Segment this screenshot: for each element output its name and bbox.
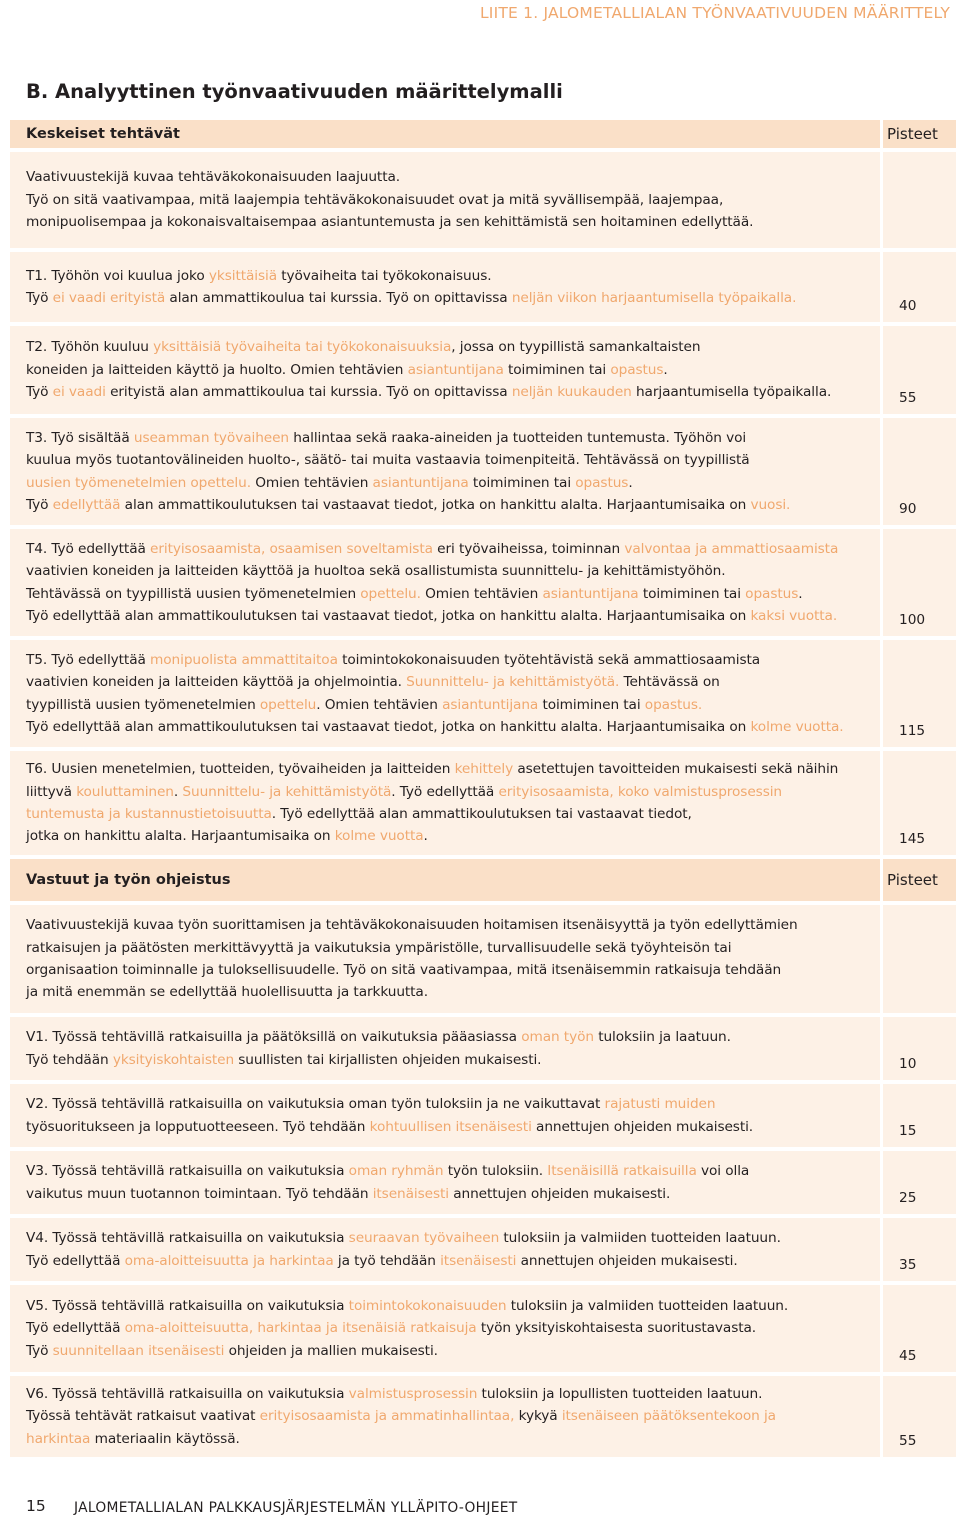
text-line <box>26 287 872 309</box>
text-segment: Työ on sitä vaativampaa, mitä laajempia tehtäväkokonaisuudet ovat ja mitä syvällisempää, laajempaa, <box>26 191 724 208</box>
description-cell <box>10 1084 880 1147</box>
text-segment: annettujen ohjeiden mukaisesti. <box>531 1118 754 1135</box>
description-cell <box>10 1017 880 1080</box>
highlighted-text: opastus <box>575 474 629 491</box>
text-segment: Työ <box>26 1342 53 1359</box>
text-line <box>26 538 872 560</box>
text-segment: voi olla <box>696 1163 750 1180</box>
points-cell <box>883 640 956 747</box>
criteria-row <box>10 1084 956 1147</box>
highlighted-text: asiantuntijana <box>372 474 469 491</box>
highlighted-text: valvontaa ja ammattiosaamista <box>624 540 839 557</box>
highlighted-text: kolme vuotta <box>334 828 424 845</box>
section-heading: Keskeiset tehtävät <box>26 126 180 142</box>
text-segment: Työ tehdään <box>26 1051 113 1068</box>
description-cell <box>10 252 880 322</box>
highlighted-text: opastus <box>745 585 799 602</box>
description-cell <box>10 859 880 901</box>
text-line <box>26 758 872 780</box>
text-segment: ratkaisujen ja päätösten merkittävyyttä ja vaikutuksia ympäristölle, turvallisuudelle sekä työyhteisön tai <box>26 939 732 956</box>
text-segment: erityistä alan ammattikoulua tai kurssia. Työ on opittavissa <box>105 384 512 401</box>
text-line <box>26 803 872 825</box>
highlighted-text: opettelu. <box>360 585 421 602</box>
text-segment: monipuolisempaa ja kokonaisvaltaisempaa asiantuntemusta ja sen kehittämistä sen hoitaminen edellyttää. <box>26 214 754 231</box>
points-value: 115 <box>899 722 926 739</box>
text-segment: vaativien koneiden ja laitteiden käyttöä ja ohjelmointia. <box>26 674 407 691</box>
text-line <box>26 1160 872 1182</box>
text-segment: ja mitä enemmän se edellyttää huolellisuutta ja tarkkuutta. <box>26 984 428 1001</box>
points-cell <box>883 1218 956 1281</box>
criteria-row <box>10 751 956 855</box>
text-segment: . Työ edellyttää <box>391 783 499 800</box>
text-segment: T1. Työhön voi kuulua joko <box>26 267 209 284</box>
text-segment: jotka on hankittu alalta. Harjaantumisaika on <box>26 828 335 845</box>
description-cell <box>10 1285 880 1372</box>
points-value: 55 <box>899 1432 917 1449</box>
text-segment: V3. Työssä tehtävillä ratkaisuilla on vaikutuksia <box>26 1163 349 1180</box>
text-segment: suullisten tai kirjallisten ohjeiden mukaisesti. <box>234 1051 542 1068</box>
points-cell <box>883 1084 956 1147</box>
points-cell <box>883 326 956 414</box>
criteria-row <box>10 1285 956 1372</box>
text-segment: Työ edellyttää alan ammattikoulutuksen tai vastaavat tiedot, jotka on hankittu alalta. Harjaantumisaika on <box>26 607 751 624</box>
criteria-row <box>10 529 956 636</box>
text-segment: työn yksityiskohtaisesta suoritustavasta. <box>476 1320 757 1337</box>
text-segment: ja työ tehdään <box>333 1252 441 1269</box>
text-segment: kuulua myös tuotantovälineiden huolto-, säätö- tai muita vastaavia toimenpiteitä. Tehtävässä on tyypillistä <box>26 452 750 469</box>
text-segment: toimintokokonaisuuden työtehtävistä sekä ammattiosaamista <box>337 651 761 668</box>
highlighted-text: itsenäiseen päätöksentekoon ja <box>561 1408 776 1425</box>
text-line <box>26 914 872 936</box>
running-head: LIITE 1. JALOMETALLIALAN TYÖNVAATIVUUDEN MÄÄRITTELY <box>479 4 950 22</box>
criteria-row <box>10 640 956 747</box>
text-segment: työn tuloksiin. <box>443 1163 548 1180</box>
highlighted-text: erityisosaamista, osaamisen soveltamista <box>150 540 433 557</box>
description-cell <box>10 1376 880 1457</box>
text-line <box>26 381 872 403</box>
points-value: 15 <box>899 1122 917 1139</box>
points-cell <box>883 1376 956 1457</box>
highlighted-text: neljän kuukauden <box>511 384 632 401</box>
points-cell <box>883 252 956 322</box>
text-segment: , jossa on tyypillistä samankaltaisten <box>451 339 701 356</box>
points-cell <box>883 751 956 855</box>
text-segment: asetettujen tavoitteiden mukaisesti sekä näihin <box>513 761 839 778</box>
points-cell <box>883 529 956 636</box>
highlighted-text: seuraavan työvaiheen <box>348 1230 500 1247</box>
highlighted-text: Suunnittelu- ja kehittämistyötä <box>182 783 392 800</box>
criteria-row <box>10 1017 956 1080</box>
text-segment: Työ edellyttää <box>26 1320 125 1337</box>
text-segment: eri työvaiheissa, toiminnan <box>432 540 625 557</box>
description-cell <box>10 1218 880 1281</box>
points-value: 10 <box>899 1055 917 1072</box>
text-line <box>26 494 872 516</box>
highlighted-text: oma-aloitteisuutta ja harkintaa <box>124 1252 334 1269</box>
points-cell <box>883 120 956 148</box>
text-segment: Työ <box>26 384 53 401</box>
text-segment: koneiden ja laitteiden käyttö ja huolto. Omien tehtävien <box>26 361 408 378</box>
highlighted-text: vuosi. <box>750 496 791 513</box>
text-line <box>26 1093 872 1115</box>
footer-page-number: 15 <box>26 1497 46 1515</box>
text-line <box>26 825 872 847</box>
highlighted-text: uusien työmenetelmien opettelu. <box>26 474 251 491</box>
text-line <box>26 472 872 494</box>
text-segment: Työ <box>26 290 53 306</box>
text-line <box>26 1428 872 1450</box>
criteria-row <box>10 905 956 1013</box>
points-cell <box>883 152 956 248</box>
points-cell <box>883 859 956 901</box>
section-heading: Vastuut ja työn ohjeistus <box>26 872 231 888</box>
text-segment: tuloksiin ja lopullisten tuotteiden laatuun. <box>477 1385 763 1402</box>
highlighted-text: toimintokokonaisuuden <box>348 1297 507 1314</box>
section-header-row <box>10 859 956 901</box>
text-segment: T3. Työ sisältää <box>26 429 134 446</box>
highlighted-text: opastus <box>610 361 664 378</box>
text-segment: työsuoritukseen ja lopputuotteeseen. Työ tehdään <box>26 1118 370 1135</box>
text-segment: . Omien tehtävien <box>316 696 443 713</box>
points-value: 55 <box>899 389 917 406</box>
highlighted-text: kehittely <box>454 761 514 778</box>
points-heading: Pisteet <box>887 871 938 889</box>
text-segment: T4. Työ edellyttää <box>26 540 151 557</box>
highlighted-text: opastus. <box>644 696 703 713</box>
points-value: 145 <box>899 830 926 847</box>
text-segment: tuloksiin ja valmiiden tuotteiden laatuun. <box>506 1297 789 1314</box>
text-line <box>26 166 872 188</box>
points-heading: Pisteet <box>887 125 938 143</box>
criteria-row <box>10 152 956 248</box>
highlighted-text: harkintaa <box>26 1430 91 1447</box>
description-cell <box>10 905 880 1013</box>
text-segment: alan ammattikoulua tai kurssia. Työ on opittavissa <box>165 290 512 306</box>
description-cell <box>10 120 880 148</box>
highlighted-text: Itsenäisillä ratkaisuilla <box>547 1163 697 1180</box>
highlighted-text: oma-aloitteisuutta, harkintaa ja itsenäisiä ratkaisuja <box>124 1320 477 1337</box>
highlighted-text: yksittäisiä <box>208 267 277 284</box>
highlighted-text: suunnitellaan itsenäisesti <box>52 1342 225 1359</box>
text-segment: Vaativuustekijä kuvaa työn suorittamisen ja tehtäväkokonaisuuden hoitamisen itsenäisyyttä ja työn edellyttämien <box>26 917 798 934</box>
points-cell <box>883 418 956 525</box>
text-segment: V2. Työssä tehtävillä ratkaisuilla on vaikutuksia oman työn tuloksiin ja ne vaikuttavat <box>26 1096 605 1113</box>
text-segment: . <box>798 585 803 602</box>
text-segment: materiaalin käytössä. <box>90 1430 240 1447</box>
text-segment: annettujen ohjeiden mukaisesti. <box>448 1185 671 1202</box>
points-value: 45 <box>899 1347 917 1364</box>
text-line <box>26 981 872 1003</box>
text-segment: . <box>628 474 633 491</box>
points-value: 25 <box>899 1189 917 1206</box>
text-segment: Työssä tehtävät ratkaisut vaativat <box>26 1408 260 1425</box>
text-segment: V6. Työssä tehtävillä ratkaisuilla on vaikutuksia <box>26 1385 349 1402</box>
text-segment: organisaation toiminnalle ja tuloksellisuudelle. Työ on sitä vaativampaa, mitä itsenäisemmin ratkaisuja tehdään <box>26 962 782 978</box>
highlighted-text: kaksi vuotta. <box>750 607 838 624</box>
section-header-row <box>10 120 956 148</box>
text-line <box>26 1317 872 1339</box>
text-segment: tuloksiin ja valmiiden tuotteiden laatuun. <box>499 1230 781 1247</box>
description-cell <box>10 418 880 525</box>
text-segment: liittyvä <box>26 783 77 800</box>
text-line <box>26 336 872 358</box>
highlighted-text: kouluttaminen <box>76 783 174 800</box>
description-cell <box>10 751 880 855</box>
text-segment: Omien tehtävien <box>250 474 373 491</box>
highlighted-text: asiantuntijana <box>442 696 539 713</box>
text-segment: V5. Työssä tehtävillä ratkaisuilla on vaikutuksia <box>26 1297 349 1314</box>
text-segment: toimiminen tai <box>503 361 611 378</box>
highlighted-text: kolme vuotta. <box>750 718 844 735</box>
text-segment: hallintaa sekä raaka-aineiden ja tuotteiden tuntemusta. Työhön voi <box>289 429 747 446</box>
points-value: 35 <box>899 1256 917 1273</box>
highlighted-text: Suunnittelu- ja kehittämistyötä. <box>406 674 620 691</box>
text-segment: V4. Työssä tehtävillä ratkaisuilla on vaikutuksia <box>26 1230 349 1247</box>
text-line <box>26 583 872 605</box>
highlighted-text: tuntemusta ja kustannustietoisuutta <box>26 806 272 822</box>
text-line <box>26 560 872 582</box>
text-segment: T5. Työ edellyttää <box>26 651 151 668</box>
criteria-row <box>10 418 956 525</box>
text-line <box>26 359 872 381</box>
text-segment: vaikutus muun tuotannon toimintaan. Työ tehdään <box>26 1185 373 1202</box>
points-cell <box>883 1151 956 1214</box>
text-line <box>26 1250 872 1272</box>
highlighted-text: kohtuullisen itsenäisesti <box>369 1118 532 1135</box>
highlighted-text: erityisosaamista, koko valmistusprosessin <box>498 783 782 800</box>
highlighted-text: itsenäisesti <box>372 1185 449 1202</box>
criteria-row <box>10 1218 956 1281</box>
text-segment: . <box>423 828 428 845</box>
highlighted-text: asiantuntijana <box>407 361 504 378</box>
criteria-table <box>10 120 956 1457</box>
highlighted-text: valmistusprosessin <box>348 1385 478 1402</box>
text-segment: Tehtävässä on <box>619 674 720 691</box>
criteria-row <box>10 252 956 322</box>
text-line <box>26 1340 872 1362</box>
description-cell <box>10 152 880 248</box>
text-segment: tuloksiin ja laatuun. <box>593 1029 731 1046</box>
text-segment: työvaiheita tai työkokonaisuus. <box>277 267 492 284</box>
points-value: 90 <box>899 500 917 517</box>
description-cell <box>10 529 880 636</box>
text-line <box>26 781 872 803</box>
highlighted-text: asiantuntijana <box>542 585 639 602</box>
page-title: B. Analyyttinen työnvaativuuden määrittelymalli <box>26 80 563 103</box>
text-segment: annettujen ohjeiden mukaisesti. <box>516 1252 738 1269</box>
text-segment: Työ <box>26 496 53 513</box>
criteria-row <box>10 1151 956 1214</box>
text-line <box>26 716 872 738</box>
highlighted-text: edellyttää <box>52 496 121 513</box>
text-segment: Omien tehtävien <box>420 585 543 602</box>
points-value: 40 <box>899 297 917 314</box>
highlighted-text: neljän viikon harjaantumisella työpaikalla. <box>511 290 797 306</box>
text-segment: Työ edellyttää alan ammattikoulutuksen tai vastaavat tiedot, jotka on hankittu alalta. Harjaantumisaika on <box>26 718 751 735</box>
description-cell <box>10 1151 880 1214</box>
text-segment: . <box>663 361 668 378</box>
footer-title: JALOMETALLIALAN PALKKAUSJÄRJESTELMÄN YLLÄPITO-OHJEET <box>74 1500 518 1516</box>
text-line <box>26 1026 872 1048</box>
text-line <box>26 605 872 627</box>
highlighted-text: ei vaadi erityistä <box>52 290 166 306</box>
highlighted-text: oman ryhmän <box>348 1163 444 1180</box>
text-segment: vaativien koneiden ja laitteiden käyttöä ja huoltoa sekä osallistumista suunnittelu- ja kehittämistyöhön. <box>26 563 726 580</box>
criteria-row <box>10 326 956 414</box>
text-line <box>26 265 872 287</box>
highlighted-text: useamman työvaiheen <box>133 429 289 446</box>
highlighted-text: yksityiskohtaisten <box>112 1051 235 1068</box>
text-segment: Tehtävässä on tyypillistä uusien työmenetelmien <box>26 585 361 602</box>
text-segment: harjaantumisella työpaikalla. <box>631 384 832 401</box>
criteria-row <box>10 1376 956 1457</box>
highlighted-text: rajatusti muiden <box>604 1096 716 1113</box>
text-segment: Työ edellyttää <box>26 1252 125 1269</box>
highlighted-text: monipuolista ammattitaitoa <box>150 651 338 668</box>
text-line <box>26 937 872 959</box>
highlighted-text: yksittäisiä työvaiheita tai työkokonaisuuksia <box>153 339 452 356</box>
text-segment: kykyä <box>514 1408 562 1425</box>
text-segment: ohjeiden ja mallien mukaisesti. <box>224 1342 438 1359</box>
text-line <box>26 427 872 449</box>
text-line <box>26 959 872 981</box>
text-segment: toimiminen tai <box>538 696 645 713</box>
points-value: 100 <box>899 611 926 628</box>
text-line <box>26 1116 872 1138</box>
text-line <box>26 211 872 233</box>
text-segment: . <box>173 783 183 800</box>
text-line <box>26 1049 872 1071</box>
text-segment: tyypillistä uusien työmenetelmien <box>26 696 260 713</box>
highlighted-text: oman työn <box>521 1029 594 1046</box>
text-segment: V1. Työssä tehtävillä ratkaisuilla ja päätöksillä on vaikutuksia pääasiassa <box>26 1029 522 1046</box>
description-cell <box>10 326 880 414</box>
text-line <box>26 189 872 211</box>
highlighted-text: itsenäisesti <box>440 1252 517 1269</box>
text-segment: toimiminen tai <box>638 585 746 602</box>
text-line <box>26 694 872 716</box>
text-segment: alan ammattikoulutuksen tai vastaavat tiedot, jotka on hankittu alalta. Harjaantumisaika on <box>120 496 751 513</box>
text-line <box>26 649 872 671</box>
text-segment: toimiminen tai <box>468 474 576 491</box>
text-line <box>26 1405 872 1427</box>
points-cell <box>883 1285 956 1372</box>
points-cell <box>883 1017 956 1080</box>
text-line <box>26 671 872 693</box>
highlighted-text: erityisosaamista ja ammatinhallintaa, <box>259 1408 515 1425</box>
text-segment: . Työ edellyttää alan ammattikoulutuksen tai vastaavat tiedot, <box>271 806 692 822</box>
points-cell <box>883 905 956 1013</box>
text-line <box>26 1183 872 1205</box>
text-line <box>26 1383 872 1405</box>
text-segment: T6. Uusien menetelmien, tuotteiden, työvaiheiden ja laitteiden <box>26 761 455 778</box>
highlighted-text: ei vaadi <box>52 384 106 401</box>
text-segment: T2. Työhön kuuluu <box>26 339 154 356</box>
description-cell <box>10 640 880 747</box>
text-segment: Vaativuustekijä kuvaa tehtäväkokonaisuuden laajuutta. <box>26 169 401 186</box>
highlighted-text: opettelu <box>259 696 317 713</box>
text-line <box>26 449 872 471</box>
text-line <box>26 1295 872 1317</box>
text-line <box>26 1227 872 1249</box>
